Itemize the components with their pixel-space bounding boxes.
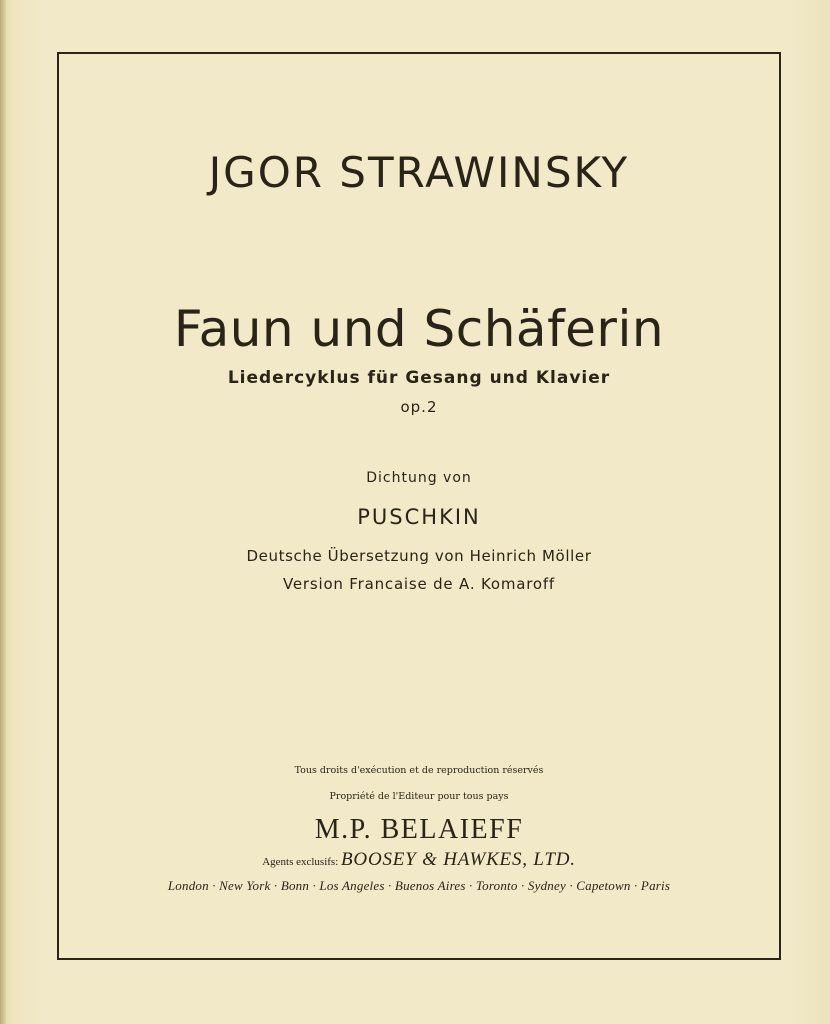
work-title: Faun und Schäferin: [173, 300, 665, 358]
publisher-cities: London · New York · Bonn · Los Angeles · Buenos Aires · Toronto · Sydney · Capetown · Paris: [167, 878, 671, 893]
agents-label: Agents exclusifs:: [262, 856, 342, 868]
agents-line: [57, 849, 781, 871]
composer-name: JGOR STRAWINSKY: [208, 148, 630, 197]
property-notice: Propriété de l'Editeur pour tous pays: [329, 791, 509, 802]
rights-notice: Tous droits d'exécution et de reproduction réservés: [294, 765, 544, 776]
agents-name: BOOSEY & HAWKES, LTD.: [341, 849, 576, 870]
work-subtitle: Liedercyklus für Gesang und Klavier: [227, 368, 611, 388]
poetry-by-label: Dichtung von: [366, 470, 472, 486]
page-edge: [0, 0, 6, 1024]
opus-number: op.2: [400, 398, 438, 416]
publisher-name: M.P. BELAIEFF: [314, 814, 524, 845]
french-version-credit: Version Francaise de A. Komaroff: [282, 575, 556, 593]
german-translation-credit: Deutsche Übersetzung von Heinrich Möller: [246, 547, 592, 565]
poet-name: PUSCHKIN: [357, 505, 481, 529]
